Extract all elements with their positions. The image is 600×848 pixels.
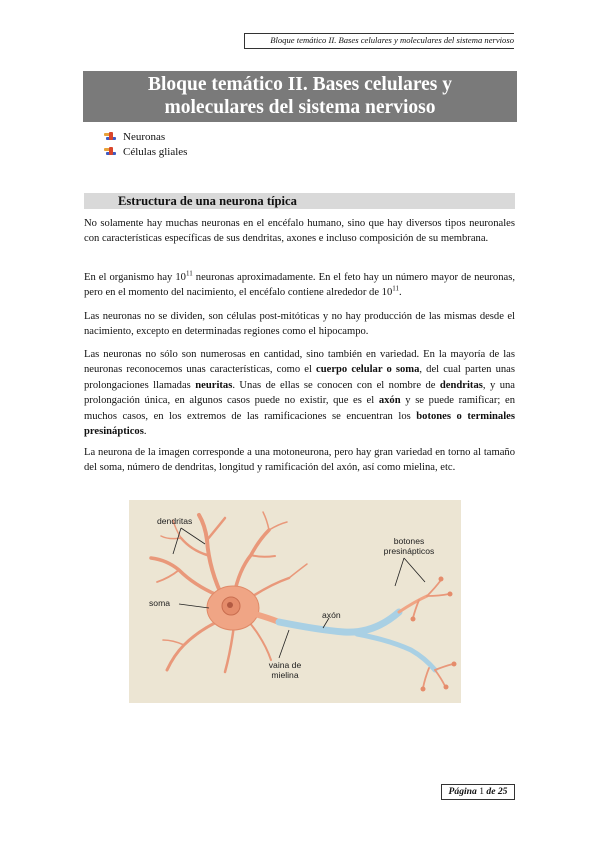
- bullet-icon: [104, 147, 117, 158]
- paragraph-3: Las neuronas no se dividen, son células post-mitóticas y no hay producción de las mismas desde el nacimiento, excepto en determinadas regiones como el hipocampo.: [84, 311, 515, 338]
- running-header: Bloque temático II. Bases celulares y moleculares del sistema nervioso: [244, 33, 514, 49]
- paragraph-4: Las neuronas no sólo son numerosas en cantidad, sino también en variedad. En la mayoría de las neuronas reconocemos unas características, como el cuerpo celular o soma, del cual parten unas prolongaciones llamadas neuritas. Unas de ellas se conocen con el nombre de dendritas, y una prolongación única, en algunos casos puede no existir, que es el axón y se puede ramificar; en muchos casos, en los extremos de las ramificaciones se encuentran los botones o terminales presinápticos.: [84, 349, 515, 438]
- paragraph-5: La neurona de la imagen corresponde a una motoneurona, pero hay gran variedad en torno al tamaño del soma, número de dendritas, longitud y ramificación del axón, así como mielina, etc.: [84, 447, 515, 474]
- topic-list: [104, 130, 187, 160]
- list-item: [104, 145, 187, 160]
- list-item: [104, 130, 187, 145]
- section-heading: Estructura de una neurona típica: [84, 193, 515, 209]
- label-soma: soma: [149, 598, 171, 608]
- label-dendritas: dendritas: [157, 516, 193, 526]
- term-botones: botones o terminales presinápticos: [84, 410, 515, 438]
- list-item-label: Neuronas: [123, 131, 166, 143]
- term-dendritas: dendritas: [439, 379, 483, 391]
- term-soma: cuerpo celular o soma: [316, 364, 420, 376]
- term-neuritas: neuritas: [195, 379, 233, 391]
- list-item-label: Células gliales: [123, 146, 188, 158]
- page-number: Página 1 de 25: [441, 784, 515, 800]
- presynaptic-buttons: [411, 577, 457, 692]
- paragraph-2: En el organismo hay $10^{11}$ neuronas aproximadamente. En el feto hay un número mayor de neuronas, pero en el momento del nacimiento, el encéfalo contiene alrededor de $10^{11}$.: [84, 269, 515, 299]
- nucleolus-shape: [227, 602, 233, 608]
- label-vaina: vaina de mielina: [268, 660, 302, 680]
- label-axon: axón: [322, 610, 341, 620]
- label-botones: botones presinápticos: [383, 536, 435, 556]
- neuron-figure: [129, 500, 461, 703]
- axon-terminals: [413, 580, 453, 688]
- paragraph-1: No solamente hay muchas neuronas en el encéfalo humano, sino que hay diversos tipos neuronales con características específicas de sus dendritas, axones e incluso composición de su membrana.: [84, 218, 515, 245]
- bullet-icon: [104, 132, 117, 143]
- title-line-1: Bloque temático II. Bases celulares y: [147, 74, 453, 95]
- term-axon: axón: [378, 395, 401, 407]
- title-line-2: moleculares del sistema nervioso: [164, 97, 436, 118]
- page-title: [83, 71, 517, 122]
